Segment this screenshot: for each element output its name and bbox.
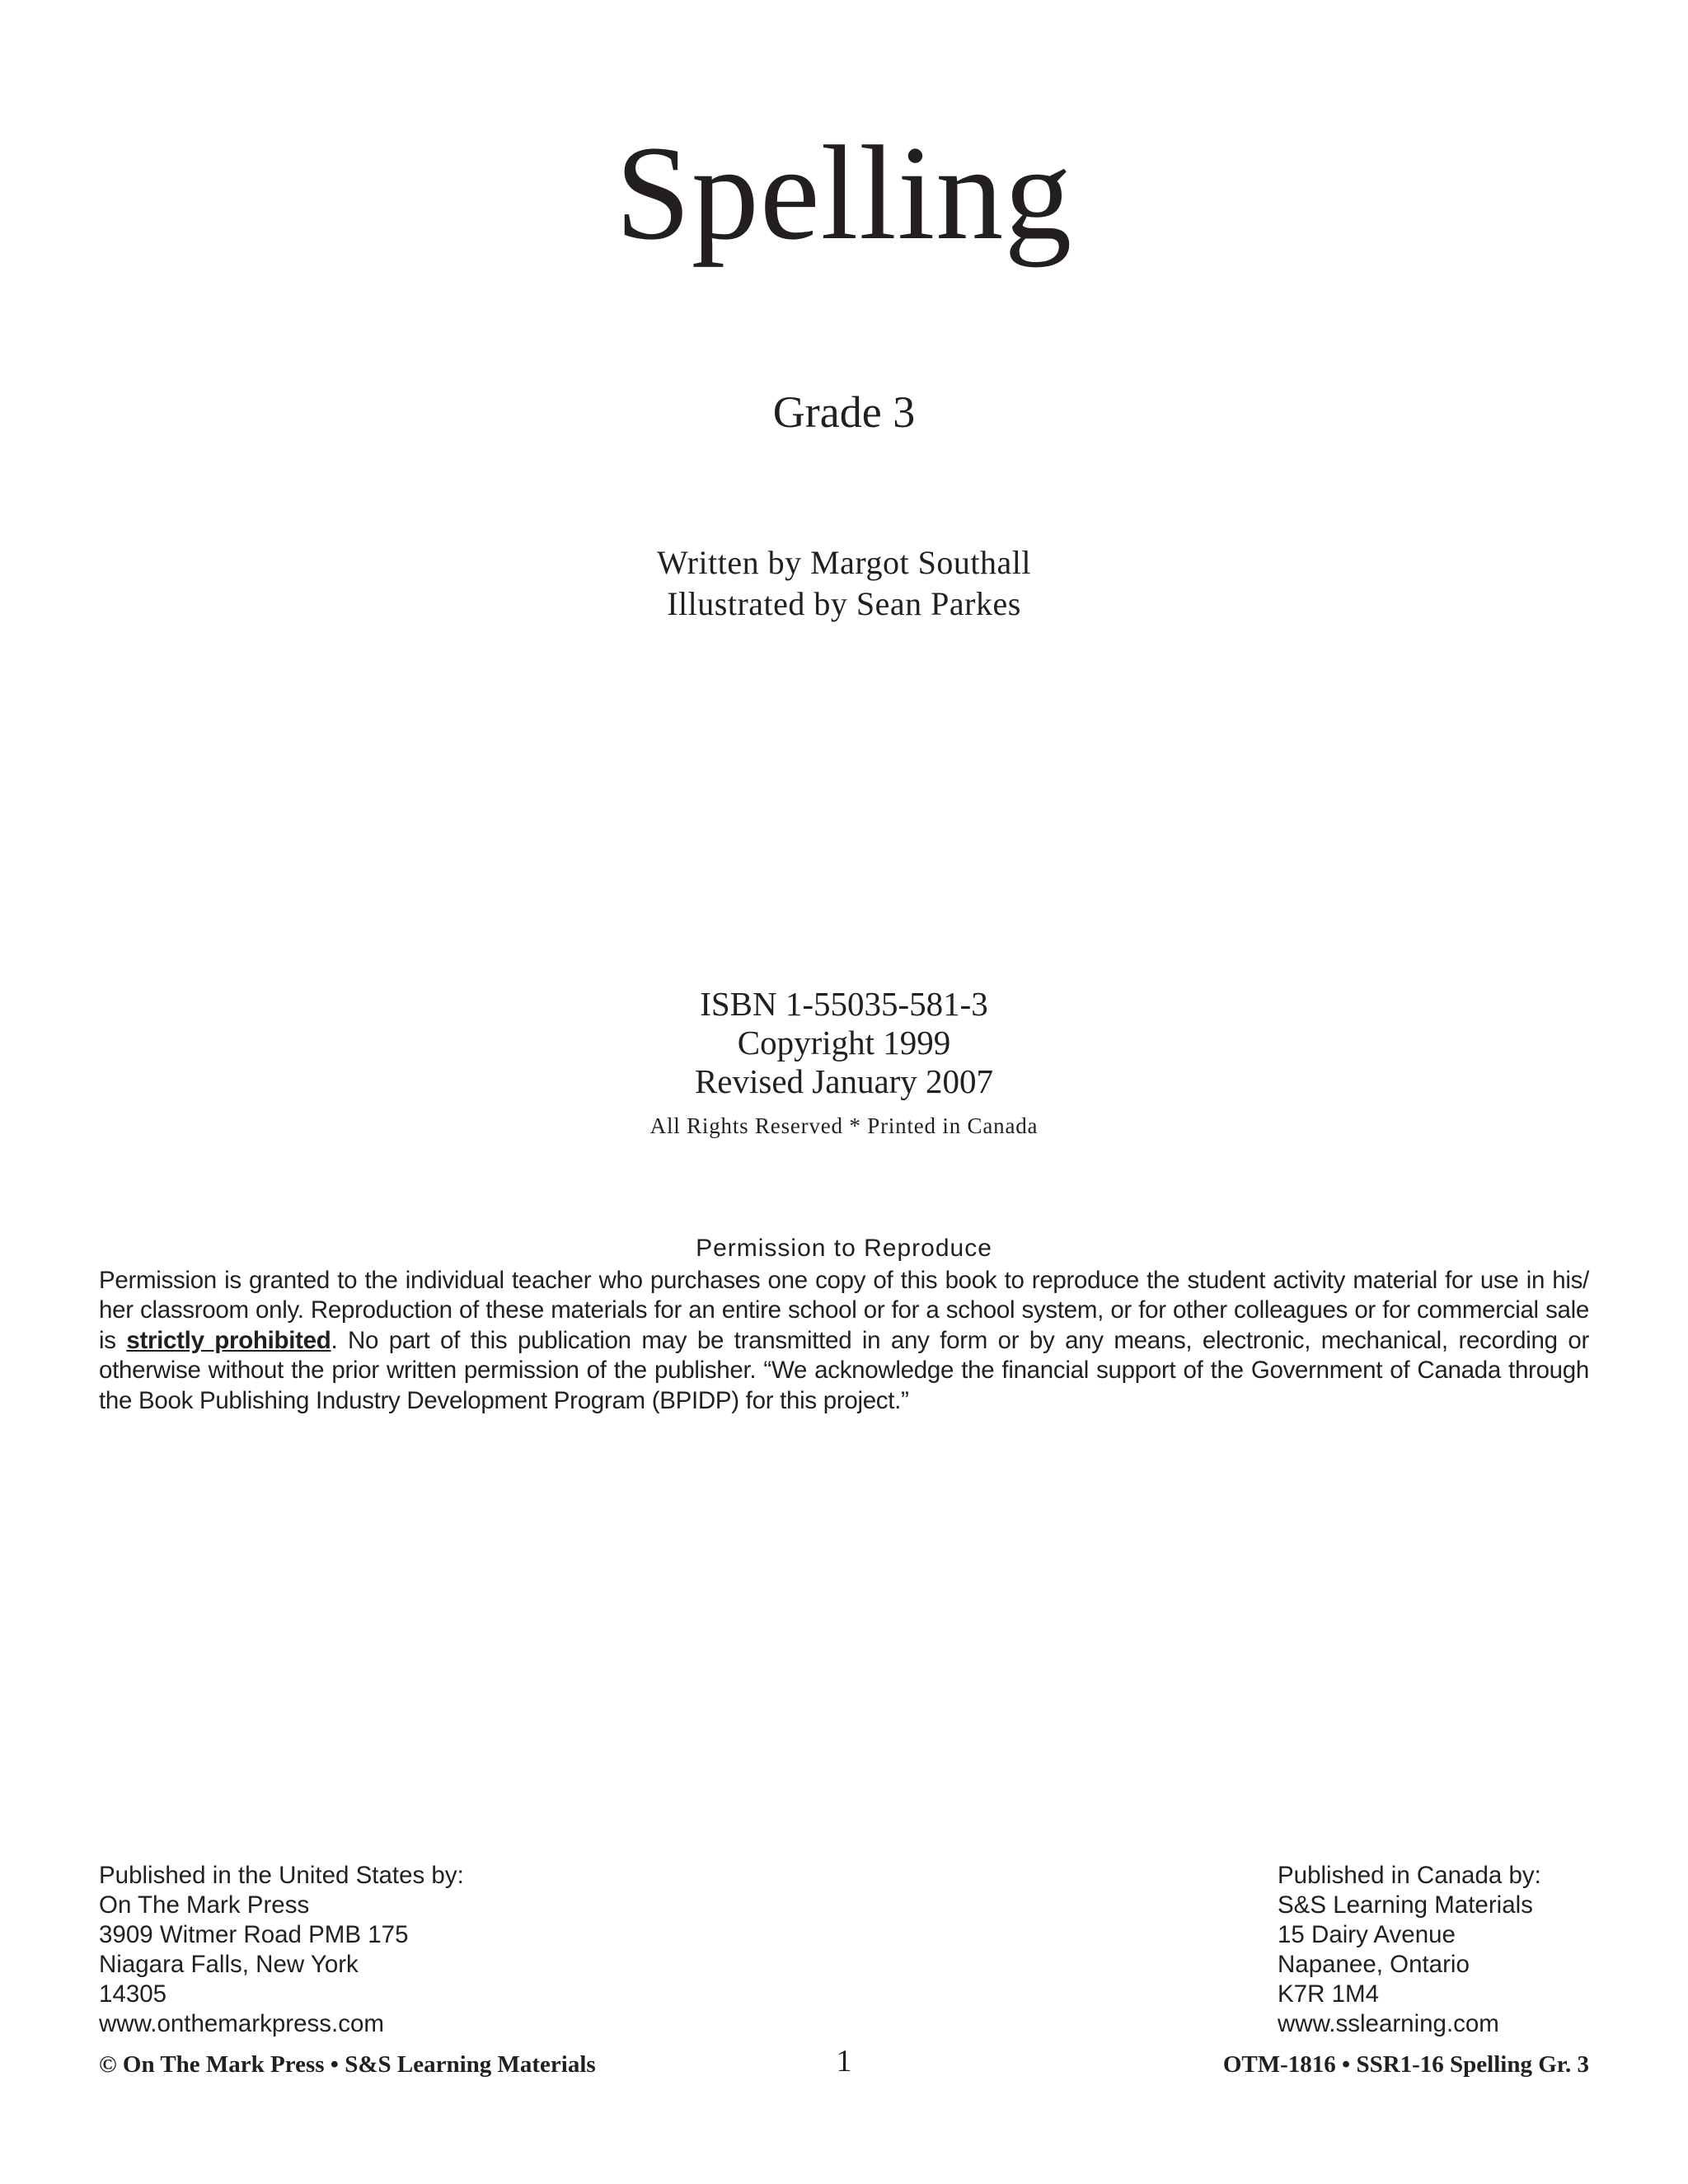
permission-heading: Permission to Reproduce [696,1235,992,1262]
author-credit: Written by Margot Southall [657,544,1031,581]
publisher-us-heading: Published in the United States by: [99,1862,464,1889]
publisher-us-city: Niagara Falls, New York [99,1951,359,1978]
permission-text-start: Permission is granted to the individual teacher who purchases one copy of this book to reproduce the student activity material for use in his/ her classroom only. Reproduction of these materials for an entire school or for a school system, or for other colleagues or for commercial sale is [99,1266,1589,1354]
publisher-us-street: 3909 Witmer Road PMB 175 [99,1921,409,1948]
publication-info [0,985,1688,1142]
permission-text [99,1266,1589,1417]
credits [0,542,1688,625]
footer-product-code: OTM-1816 • SSR1-16 Spelling Gr. 3 [1222,2051,1589,2078]
publisher-ca-street: 15 Dairy Avenue [1278,1921,1456,1948]
footer-publishers: © On The Mark Press • S&S Learning Materials [99,2051,596,2078]
book-title: Spelling [615,119,1073,268]
publisher-us-block [99,1861,464,2039]
grade-level: Grade 3 [772,387,916,437]
page-number: 1 [836,2044,852,2079]
permission-text-end: . No part of this publication may be transmitted in any form or by any means, electronic, mechanical, recording or otherwise without the prior written permission of the publisher. “We acknowledge the financial support of the Government of Canada through the Book Publishing Industry Development Program (BPIDP) for this project.” [99,1326,1589,1414]
isbn: ISBN 1-55035-581-3 [700,985,988,1023]
publisher-us-name: On The Mark Press [99,1891,310,1919]
illustrator-credit: Illustrated by Sean Parkes [667,585,1021,622]
publisher-canada-block [1278,1861,1541,2039]
publisher-ca-name: S&S Learning Materials [1278,1891,1533,1919]
publisher-us-zip: 14305 [99,1980,167,2008]
strictly-prohibited-emphasis: strictly prohibited [126,1326,331,1354]
publisher-ca-postal: K7R 1M4 [1278,1980,1379,2008]
copyright: Copyright 1999 [737,1024,951,1062]
publisher-ca-city: Napanee, Ontario [1278,1951,1470,1978]
publisher-ca-website: www.sslearning.com [1278,2010,1499,2037]
publisher-ca-heading: Published in Canada by: [1278,1862,1541,1889]
revised-date: Revised January 2007 [694,1062,994,1100]
rights-notice: All Rights Reserved * Printed in Canada [649,1113,1039,1138]
publisher-us-website: www.onthemarkpress.com [99,2010,384,2037]
permission-section [99,1234,1589,1416]
